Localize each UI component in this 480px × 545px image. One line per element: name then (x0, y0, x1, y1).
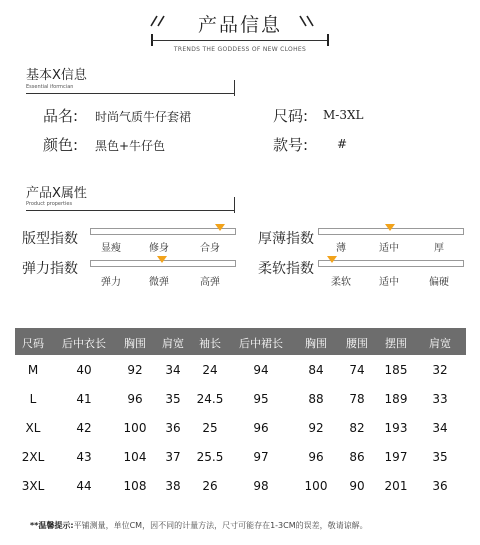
size-table-cell: 78 (349, 392, 365, 406)
size-table-size-cell: L (29, 392, 37, 406)
attr-fit-indicator-icon (215, 224, 225, 231)
item-number-label: 款号: (273, 136, 309, 154)
attr-thickness-option: 厚 (434, 243, 444, 254)
size-table-cell: 189 (384, 392, 408, 406)
size-table-cell: 193 (384, 421, 408, 435)
size-table-cell: 98 (253, 479, 269, 493)
size-table-header-cell: 胸围 (124, 337, 146, 350)
size-table-header-cell: 肩宽 (162, 337, 184, 350)
attr-section-subtitle: Product properties (26, 201, 73, 207)
size-table-size-cell: 2XL (21, 450, 45, 464)
size-table-cell: 90 (349, 479, 365, 493)
size-table-cell: 96 (127, 392, 143, 406)
basic-section-divider (26, 93, 235, 94)
size-table-cell: 108 (123, 479, 147, 493)
size-table-cell: 97 (253, 450, 269, 464)
size-table-header-cell: 袖长 (199, 337, 221, 350)
size-table-cell: 94 (253, 363, 269, 377)
attr-fit-option: 合身 (200, 243, 220, 254)
size-table-cell: 82 (349, 421, 365, 435)
basic-section-subtitle: Essential iformcian (26, 84, 74, 90)
size-table-cell: 24 (202, 363, 218, 377)
size-label: 尺码: (273, 107, 309, 125)
attr-softness-option: 偏硬 (429, 277, 449, 288)
size-table-size-cell: 3XL (21, 479, 45, 493)
size-table-cell: 104 (123, 450, 147, 464)
attr-softness-scale (318, 260, 464, 267)
size-table-cell: 24.5 (196, 392, 224, 406)
name-label: 品名: (43, 107, 79, 125)
size-table-size-cell: M (27, 363, 39, 377)
item-number-value: # (337, 137, 348, 151)
size-table-size-cell: XL (25, 421, 41, 435)
size-table-header-cell: 尺码 (22, 337, 44, 350)
header-tick-right (327, 34, 329, 46)
size-table-cell: 96 (253, 421, 269, 435)
attr-softness-option: 适中 (379, 277, 399, 288)
attr-elasticity-option: 弹力 (101, 277, 121, 288)
attr-fit-option: 修身 (149, 243, 169, 254)
size-table-cell: 201 (384, 479, 408, 493)
size-table-cell: 100 (123, 421, 147, 435)
size-table-cell: 32 (432, 363, 448, 377)
attr-section-tick (234, 197, 235, 213)
size-table-cell: 33 (432, 392, 448, 406)
size-value: M-3XL (323, 108, 364, 122)
size-table-cell: 34 (165, 363, 181, 377)
size-table-cell: 197 (384, 450, 408, 464)
size-table-cell: 44 (76, 479, 92, 493)
attr-softness-label: 柔软指数 (258, 261, 314, 277)
size-table-cell: 95 (253, 392, 269, 406)
attr-fit-option: 显瘦 (101, 243, 121, 254)
size-table-cell: 84 (308, 363, 324, 377)
size-table-header-cell: 后中裙长 (239, 337, 283, 350)
size-table-header-cell: 胸围 (305, 337, 327, 350)
size-table-cell: 34 (432, 421, 448, 435)
header-subtitle: TRENDS THE GODDESS OF NEW CLOHES (173, 46, 307, 53)
note-text: 平铺测量，单位CM，因不同的计量方法，尺寸可能存在1-3CM的误差，敬请谅解。 (73, 521, 368, 530)
size-table-cell: 26 (202, 479, 218, 493)
page-title: 产品信息 (197, 14, 282, 36)
size-table-header-cell: 摆围 (385, 337, 407, 350)
basic-section-tick (234, 80, 235, 96)
note-lead: **温馨提示: (30, 521, 74, 530)
attr-fit-label: 版型指数 (22, 231, 78, 247)
size-table-cell: 92 (308, 421, 324, 435)
header-divider (152, 40, 328, 41)
attr-softness-indicator-icon (327, 256, 337, 263)
size-table-cell: 86 (349, 450, 365, 464)
size-table-cell: 37 (165, 450, 181, 464)
size-table-cell: 185 (384, 363, 408, 377)
measurement-note (30, 520, 368, 531)
attr-thickness-label: 厚薄指数 (258, 231, 314, 247)
size-table-cell: 36 (432, 479, 448, 493)
attr-thickness-indicator-icon (385, 224, 395, 231)
size-table-cell: 25 (202, 421, 218, 435)
size-table-cell: 96 (308, 450, 324, 464)
size-table-cell: 42 (76, 421, 92, 435)
attr-thickness-option: 薄 (336, 243, 346, 254)
size-table-cell: 43 (76, 450, 92, 464)
size-table-header-cell: 腰围 (346, 337, 368, 350)
attr-elasticity-option: 高弹 (200, 277, 220, 288)
size-table-cell: 40 (76, 363, 92, 377)
attr-section-title: 产品X属性 (26, 186, 87, 201)
basic-section-title: 基本X信息 (26, 68, 87, 83)
name-value: 时尚气质牛仔套裙 (95, 110, 192, 124)
size-table-cell: 92 (127, 363, 143, 377)
size-table-cell: 41 (76, 392, 92, 406)
attr-elasticity-option: 微弹 (149, 277, 169, 288)
attr-section-divider (26, 210, 235, 211)
header-right-ornament-icon (296, 14, 316, 28)
size-table-cell: 36 (165, 421, 181, 435)
size-table-header-cell: 肩宽 (429, 337, 451, 350)
attr-elasticity-indicator-icon (157, 256, 167, 263)
attr-thickness-option: 适中 (379, 243, 399, 254)
size-table-cell: 38 (165, 479, 181, 493)
size-table-cell: 88 (308, 392, 324, 406)
size-table-cell: 74 (349, 363, 365, 377)
size-table-cell: 35 (432, 450, 448, 464)
color-value: 黑色+牛仔色 (95, 139, 166, 153)
color-label: 颜色: (43, 136, 79, 154)
attr-elasticity-label: 弹力指数 (22, 261, 78, 277)
size-table-cell: 35 (165, 392, 181, 406)
size-table-cell: 25.5 (196, 450, 224, 464)
size-table-header-cell: 后中衣长 (62, 337, 106, 350)
attr-softness-option: 柔软 (331, 277, 351, 288)
size-table-cell: 100 (304, 479, 328, 493)
